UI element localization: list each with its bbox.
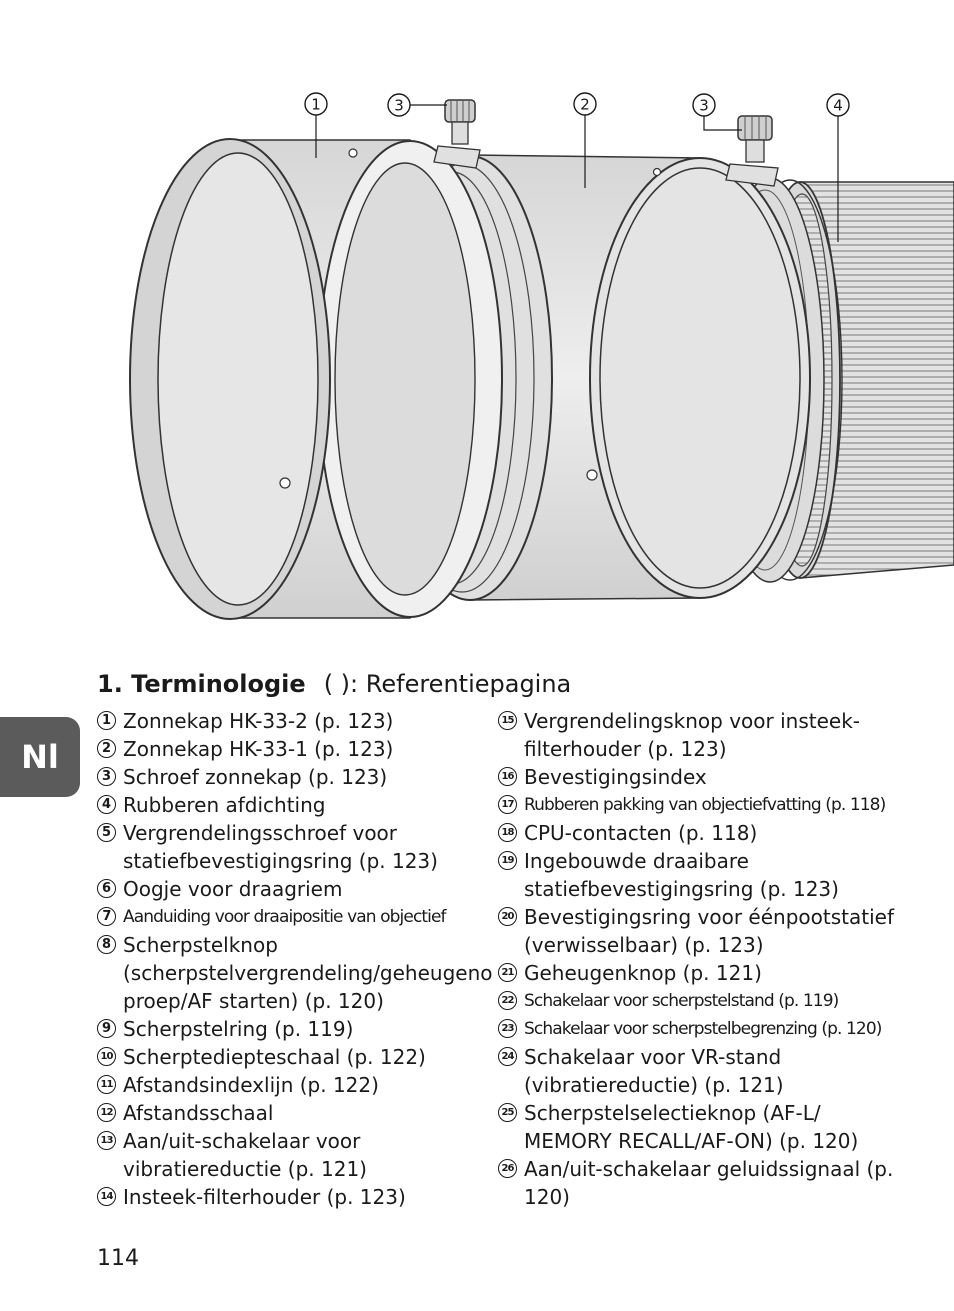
item-text: Scherpstelknop (scherpstelvergrendeling/geheugeno proep/AF starten) (p. 120) bbox=[123, 933, 493, 1013]
item-number: 11 bbox=[97, 1075, 116, 1094]
list-item bbox=[498, 1015, 898, 1043]
list-item bbox=[97, 1183, 482, 1211]
item-number: 10 bbox=[97, 1047, 116, 1066]
item-number: 19 bbox=[498, 851, 517, 870]
item-text: Scherptediepteschaal (p. 122) bbox=[123, 1045, 426, 1069]
page-number: 114 bbox=[97, 1246, 139, 1271]
list-item bbox=[97, 1015, 482, 1043]
item-number: 8 bbox=[97, 935, 116, 954]
list-item bbox=[498, 1043, 898, 1099]
section-subtitle: ( ): Referentiepagina bbox=[323, 670, 572, 698]
item-number: 15 bbox=[498, 711, 517, 730]
item-text: Bevestigingsring voor éénpootstatief (verwisselbaar) (p. 123) bbox=[524, 905, 894, 957]
list-item bbox=[97, 1099, 482, 1127]
callout-2 bbox=[574, 93, 596, 115]
item-number: 12 bbox=[97, 1103, 116, 1122]
list-item bbox=[97, 1127, 482, 1183]
item-text: Bevestigingsindex bbox=[524, 765, 707, 789]
item-number: 13 bbox=[97, 1131, 116, 1150]
callout-3 bbox=[693, 94, 715, 116]
callout-label: 3 bbox=[699, 96, 709, 115]
callout-1 bbox=[305, 93, 327, 115]
item-number: 2 bbox=[97, 739, 116, 758]
callout-3 bbox=[388, 94, 410, 116]
item-text: Vergrendelingsknop voor insteek-filterhouder (p. 123) bbox=[524, 709, 861, 761]
item-text: Rubberen pakking van objectiefvatting (p. 118) bbox=[524, 795, 886, 815]
list-item bbox=[97, 819, 482, 875]
list-item bbox=[97, 903, 482, 931]
list-item bbox=[97, 735, 482, 763]
item-number: 26 bbox=[498, 1159, 517, 1178]
item-number: 16 bbox=[498, 767, 517, 786]
item-text: Oogje voor draagriem bbox=[123, 877, 343, 901]
item-number: 5 bbox=[97, 823, 116, 842]
item-number: 14 bbox=[97, 1187, 116, 1206]
list-item bbox=[498, 1155, 898, 1211]
lens-hood-hk33-2 bbox=[130, 139, 502, 619]
list-item bbox=[498, 847, 898, 903]
list-item bbox=[97, 875, 482, 903]
item-text: Rubberen afdichting bbox=[123, 793, 326, 817]
list-item bbox=[498, 707, 898, 763]
section-title bbox=[97, 668, 571, 700]
list-item bbox=[498, 791, 898, 819]
callout-4 bbox=[827, 94, 849, 116]
list-item bbox=[498, 763, 898, 791]
list-item bbox=[97, 791, 482, 819]
list-item bbox=[97, 1043, 482, 1071]
list-item bbox=[498, 819, 898, 847]
item-text: Zonnekap HK-33-1 (p. 123) bbox=[123, 737, 394, 761]
list-item bbox=[498, 959, 898, 987]
callout-label: 4 bbox=[833, 96, 843, 115]
list-item bbox=[97, 763, 482, 791]
item-text: Schakelaar voor scherpstelbegrenzing (p. 120) bbox=[524, 1019, 882, 1039]
item-number: 3 bbox=[97, 767, 116, 786]
hood-screw bbox=[434, 100, 480, 168]
list-item bbox=[97, 931, 493, 1015]
item-number: 24 bbox=[498, 1047, 517, 1066]
item-number: 9 bbox=[97, 1019, 116, 1038]
language-tab bbox=[0, 717, 80, 797]
callout-label: 2 bbox=[580, 95, 590, 114]
item-number: 7 bbox=[97, 907, 116, 926]
item-text: Schroef zonnekap (p. 123) bbox=[123, 765, 388, 789]
item-text: Scherpstelselectieknop (AF-L/ MEMORY RECALL/AF-ON) (p. 120) bbox=[524, 1101, 859, 1153]
item-number: 18 bbox=[498, 823, 517, 842]
item-text: Geheugenknop (p. 121) bbox=[524, 961, 762, 985]
item-text: Afstandsindexlijn (p. 122) bbox=[123, 1073, 379, 1097]
item-number: 22 bbox=[498, 991, 517, 1010]
callout-label: 3 bbox=[394, 96, 404, 115]
item-number: 25 bbox=[498, 1103, 517, 1122]
item-number: 20 bbox=[498, 907, 517, 926]
list-item bbox=[97, 1071, 482, 1099]
list-item bbox=[498, 1099, 898, 1155]
item-number: 21 bbox=[498, 963, 517, 982]
item-text: Afstandsschaal bbox=[123, 1101, 274, 1125]
list-item bbox=[97, 707, 482, 735]
hood-screw bbox=[726, 116, 778, 186]
lens-hood-illustration bbox=[0, 0, 954, 640]
list-item bbox=[498, 903, 898, 959]
item-text: Schakelaar voor scherpstelstand (p. 119) bbox=[524, 991, 839, 1011]
item-text: Aanduiding voor draaipositie van objectief bbox=[123, 907, 446, 927]
item-text: Aan/uit-schakelaar geluidssignaal (p. 120) bbox=[524, 1157, 894, 1209]
item-number: 17 bbox=[498, 795, 517, 814]
list-item bbox=[498, 987, 898, 1015]
item-text: CPU-contacten (p. 118) bbox=[524, 821, 758, 845]
terminology-list-right bbox=[498, 707, 898, 1211]
item-text: Schakelaar voor VR-stand (vibratiereductie) (p. 121) bbox=[524, 1045, 784, 1097]
item-number: 6 bbox=[97, 879, 116, 898]
item-text: Zonnekap HK-33-2 (p. 123) bbox=[123, 709, 394, 733]
callout-label: 1 bbox=[311, 95, 321, 114]
item-number: 1 bbox=[97, 711, 116, 730]
item-text: Insteek-filterhouder (p. 123) bbox=[123, 1185, 406, 1209]
item-text: Scherpstelring (p. 119) bbox=[123, 1017, 354, 1041]
language-tab-label: Nl bbox=[21, 738, 59, 776]
item-text: Aan/uit-schakelaar voor vibratiereductie (p. 121) bbox=[123, 1129, 367, 1181]
item-number: 23 bbox=[498, 1019, 517, 1038]
item-text: Vergrendelingsschroef voor statiefbevestigingsring (p. 123) bbox=[123, 821, 438, 873]
terminology-list-left bbox=[97, 707, 493, 1211]
section-title-text: 1. Terminologie bbox=[97, 670, 306, 698]
item-text: Ingebouwde draaibare statiefbevestigingsring (p. 123) bbox=[524, 849, 839, 901]
item-number: 4 bbox=[97, 795, 116, 814]
